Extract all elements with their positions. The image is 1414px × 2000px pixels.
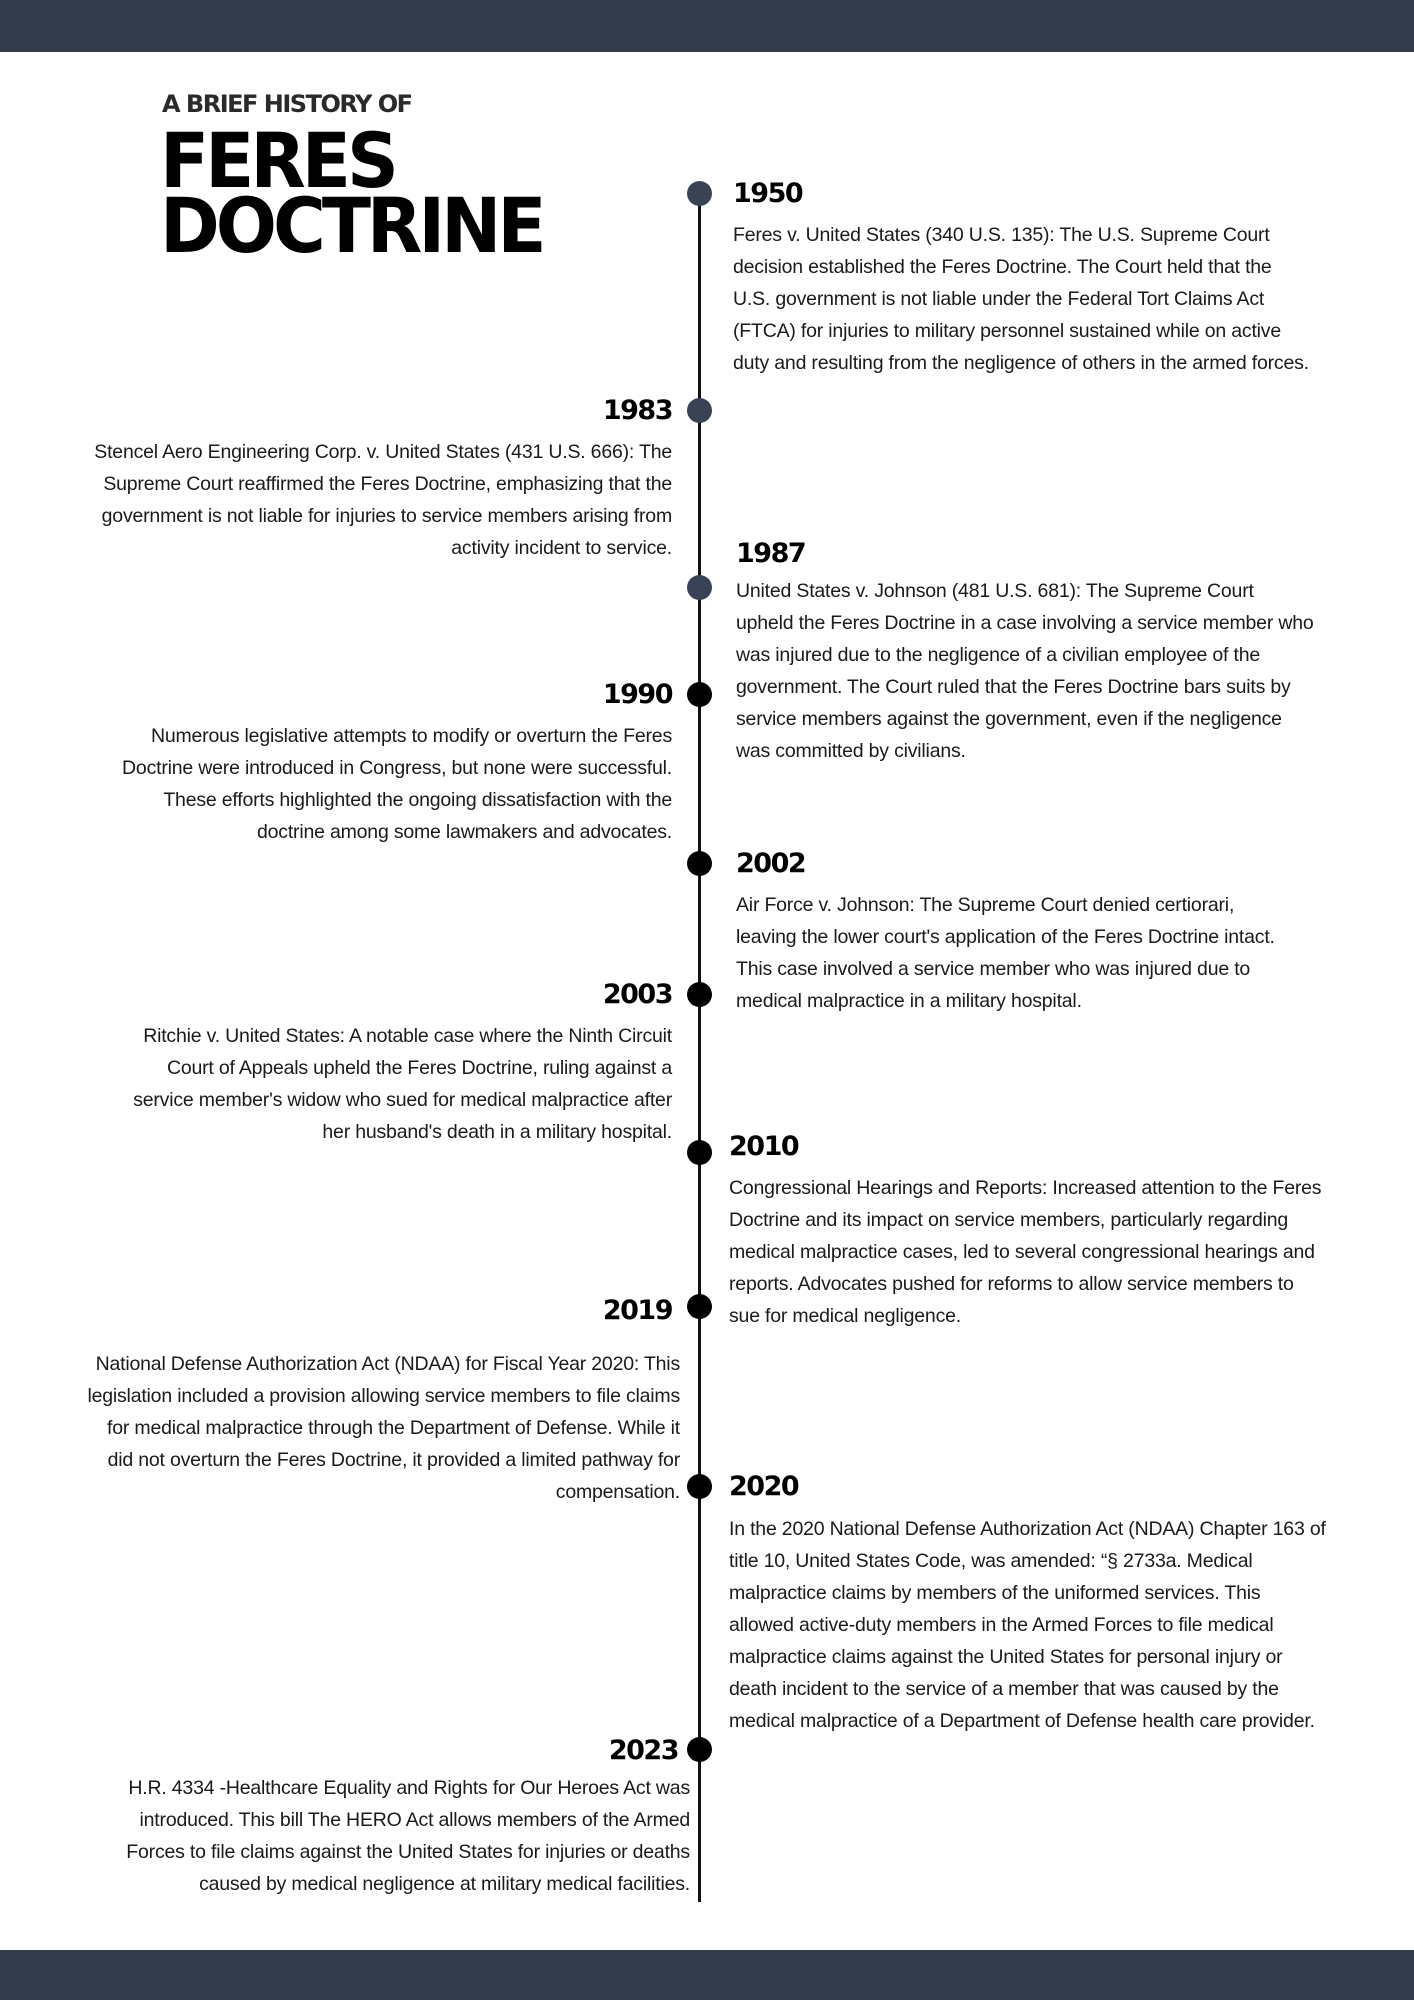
year-1950: 1950 [733, 178, 803, 209]
year-2020: 2020 [729, 1471, 799, 1502]
year-2019: 2019 [602, 1295, 672, 1326]
event-2019-text: National Defense Authorization Act (NDAA) for Fiscal Year 2020: This legislation included a provision allowing service members to file claims for medical malpractice through the Department of Defense. While it did not overturn the Feres Doctrine, it provided a limited pathway for compensation. [87, 1353, 680, 1503]
timeline-dot-1990 [687, 682, 712, 707]
timeline-dot-1983 [687, 398, 712, 423]
year-2002: 2002 [736, 848, 806, 879]
timeline-dot-2020 [687, 1474, 712, 1499]
year-1990: 1990 [602, 679, 672, 710]
year-2010: 2010 [729, 1131, 799, 1162]
event-2003-text: Ritchie v. United States: A notable case where the Ninth Circuit Court of Appeals upheld the Feres Doctrine, ruling against a service member's widow who sued for medical malpractice after her husband's death in a military hospital. [133, 1025, 672, 1143]
year-2023: 2023 [608, 1735, 678, 1766]
event-1983-text: Stencel Aero Engineering Corp. v. United States (431 U.S. 666): The Supreme Court reaffirmed the Feres Doctrine, emphasizing that the government is not liable for injuries to service members arising from activity incident to service. [94, 441, 672, 559]
event-1950-text: Feres v. United States (340 U.S. 135): The U.S. Supreme Court decision established the Feres Doctrine. The Court held that the U.S. government is not liable under the Federal Tort Claims Act (FTCA) for injuries to military personnel sustained while on active duty and resulting from the negligence of others in the armed forces. [733, 224, 1309, 374]
year-2003: 2003 [602, 979, 672, 1010]
timeline-spine [698, 194, 701, 1902]
event-2010-text: Congressional Hearings and Reports: Increased attention to the Feres Doctrine and its impact on service members, particularly regarding medical malpractice cases, led to several congressional hearings and reports. Advocates pushed for reforms to allow service members to sue for medical negligence. [729, 1177, 1322, 1327]
timeline-dot-1950 [687, 181, 712, 206]
timeline-dot-2023 [687, 1737, 712, 1762]
event-1987-text: United States v. Johnson (481 U.S. 681): The Supreme Court upheld the Feres Doctrine in a case involving a service member who was injured due to the negligence of a civilian employee of the government. The Court ruled that the Feres Doctrine bars suits by service members against the government, even if the negligence was committed by civilians. [736, 580, 1314, 762]
event-2023-text: H.R. 4334 -Healthcare Equality and Rights for Our Heroes Act was introduced. This bill The HERO Act allows members of the Armed Forces to file claims against the United States for injuries or deaths caused by medical negligence at military medical facilities. [126, 1777, 690, 1895]
title-line-2: DOCTRINE [160, 181, 543, 270]
timeline-dot-2002 [687, 851, 712, 876]
event-2020-text: In the 2020 National Defense Authorization Act (NDAA) Chapter 163 of title 10, United States Code, was amended: “§ 2733a. Medical malpractice claims by members of the uniformed services. This allowed active-duty members in the Armed Forces to file medical malpractice claims against the United States for personal injury or death incident to the service of a member that was caused by the medical malpractice of a Department of Defense health care provider. [729, 1518, 1326, 1732]
event-2002-text: Air Force v. Johnson: The Supreme Court denied certiorari, leaving the lower court's application of the Feres Doctrine intact. This case involved a service member who was injured due to medical malpractice in a military hospital. [736, 894, 1275, 1012]
event-1990-text: Numerous legislative attempts to modify or overturn the Feres Doctrine were introduced in Congress, but none were successful. These efforts highlighted the ongoing dissatisfaction with the doctrine among some lawmakers and advocates. [122, 725, 672, 843]
timeline-dot-2010 [687, 1140, 712, 1165]
page-title [160, 116, 543, 270]
title-line-1: FERES [160, 116, 395, 205]
timeline-dot-2003 [687, 982, 712, 1007]
page-kicker: A BRIEF HISTORY OF [162, 90, 412, 118]
top-band [0, 0, 1414, 52]
timeline-dot-1987 [687, 575, 712, 600]
timeline-dot-2019 [687, 1294, 712, 1319]
year-1987: 1987 [736, 538, 806, 569]
bottom-band [0, 1950, 1414, 2000]
year-1983: 1983 [602, 395, 672, 426]
